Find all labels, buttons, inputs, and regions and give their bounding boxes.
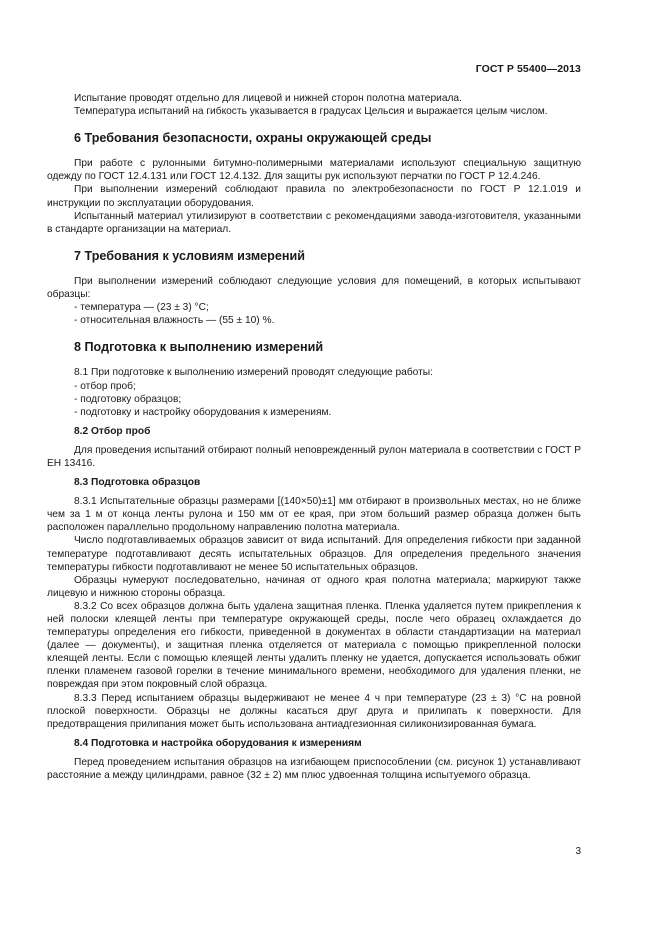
section-6-paragraph: При работе с рулонными битумно-полимерными материалами используют специальную защитную одежду по ГОСТ 12.4.131 или ГОСТ 12.4.132. Для защиты рук используют перчатки по ГОСТ Р 12.4.246. — [47, 158, 581, 183]
section-8-3-paragraph: 8.3.1 Испытательные образцы размерами [(140×50)±1] мм отбирают в произвольных местах, но не ближе чем за 1 м от конца ленты рулона и 150 мм от ее края, при этом больший размер образца должен быть расположен параллельно продольному направлению полотна материала. — [47, 496, 581, 534]
section-8-3-title: 8.3 Подготовка образцов — [74, 477, 201, 489]
list-item: - подготовку и настройку оборудования к измерениям. — [74, 406, 332, 418]
section-7-paragraph: При выполнении измерений соблюдают следующие условия для помещений, в которых испытывают образцы: — [47, 275, 581, 301]
list-item: - подготовку образцов; — [74, 393, 182, 405]
section-8-3-paragraph: Число подготавливаемых образцов зависит от вида испытаний. Для определения гибкости при заданной температуре подготавливают десять испытательных образцов. Для определения предельного значения температуры гибкости подготавливают не менее 50 испытательных образцов. — [47, 535, 581, 573]
section-7-title: 7 Требования к условиям измерений — [74, 248, 305, 263]
section-8-4-paragraph: Перед проведением испытания образцов на изгибающем приспособлении (см. рисунок 1) устанавливают расстояние a между цилиндрами, равное (32 ± 2) мм плюс удвоенная толщина испытуемого образца. — [47, 756, 581, 782]
document-code-header: ГОСТ Р 55400—2013 — [475, 63, 581, 75]
section-8-title: 8 Подготовка к выполнению измерений — [74, 340, 324, 355]
section-6-paragraph: При выполнении измерений соблюдают правила по электробезопасности по ГОСТ Р 12.1.019 и инструкции по эксплуатации оборудования. — [47, 184, 581, 209]
section-8-1-paragraph: 8.1 При подготовке к выполнению измерений проводят следующие работы: — [74, 367, 433, 379]
section-6-paragraph: Испытанный материал утилизируют в соответствии с рекомендациями завода-изготовителя, указанными в стандарте организации на материал. — [47, 210, 581, 235]
page-number: 3 — [575, 846, 581, 857]
intro-paragraph-1: Испытание проводят отдельно для лицевой и нижней сторон полотна материала. — [74, 93, 462, 104]
page-content — [47, 92, 581, 782]
intro-paragraph-2: Температура испытаний на гибкость указывается в градусах Цельсия и выражается целым числом. — [74, 106, 548, 118]
section-8-4-title: 8.4 Подготовка и настройка оборудования к измерениям — [74, 737, 362, 749]
section-8-3-paragraph: 8.3.3 Перед испытанием образцы выдерживают не менее 4 ч при температуре (23 ± 3) °С на ровной плоской поверхности. Образцы не должны касаться друг друга и прилипать к поверхности. Для предотвращения прилипания может быть использована антиадгезионная силиконизированная бумага. — [47, 692, 581, 730]
list-item: - температура — (23 ± 3) °С; — [74, 302, 209, 314]
section-8-3-paragraph: 8.3.2 Со всех образцов должна быть удалена защитная пленка. Пленка удаляется путем прикрепления к ней полоски клеящей ленты при температуре окружающей среды, после чего образец охлаждается до температуры определения его гибкости, приведенной в документах в области стандартизации на материал (далее — документы), и защитная пленка отделяется от материала с помощью прикрепленной полоски клеящей ленты. Если с помощью клеящей ленты удалить пленку не удается, допускается использовать обжиг пленки пламенем газовой горелки в течение минимального времени, необходимого для удаления пленки, не повреждая при этом покровный слой образца. — [47, 600, 581, 691]
list-item: - относительная влажность — (55 ± 10) %. — [74, 315, 275, 327]
section-8-3-paragraph: Образцы нумеруют последовательно, начиная от одного края полотна материала; маркируют также лицевую и нижнюю стороны образца. — [47, 574, 581, 599]
section-6-title: 6 Требования безопасности, охраны окружающей среды — [74, 131, 432, 146]
section-8-2-title: 8.2 Отбор проб — [74, 425, 151, 437]
list-item: - отбор проб; — [74, 380, 136, 392]
section-8-2-paragraph: Для проведения испытаний отбирают полный неповрежденный рулон материала в соответствии с ГОСТ Р ЕН 13416. — [47, 444, 581, 469]
